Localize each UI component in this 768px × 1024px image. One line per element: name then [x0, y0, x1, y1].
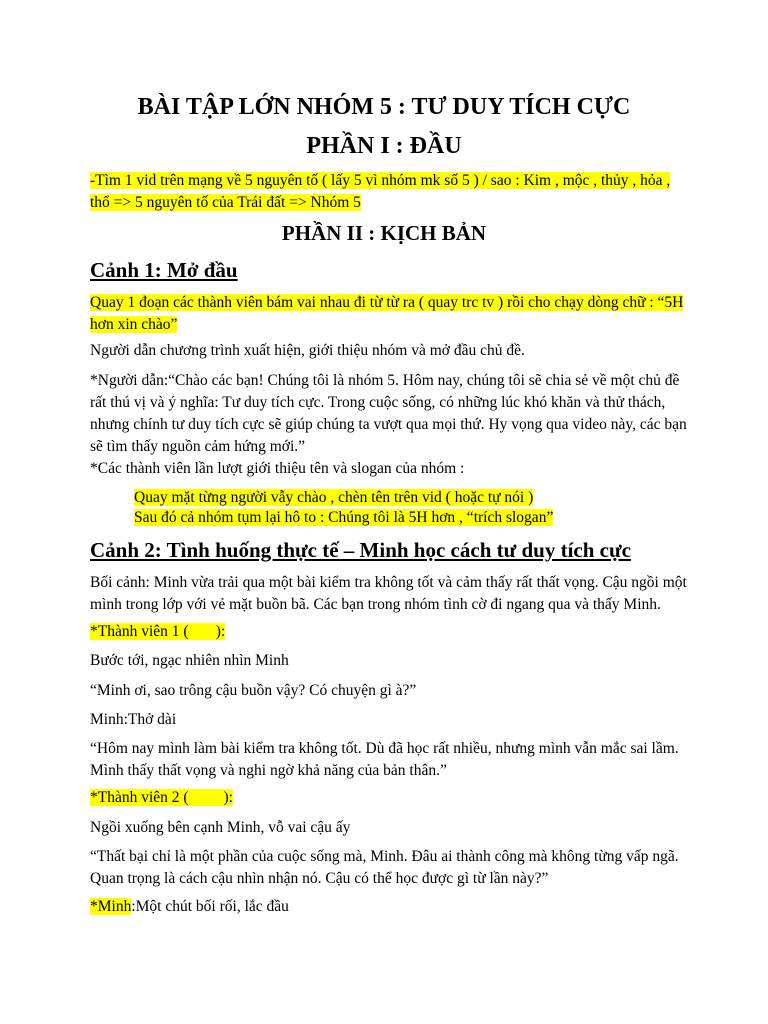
scene1-intro: Người dẫn chương trình xuất hiện, giới thiệu nhóm và mở đầu chủ đề. [90, 342, 525, 359]
scene2-member2-quote: “Thất bại chỉ là một phần của cuộc sống mà, Minh. Đâu ai thành công mà không từng vấp ngã. Quan trọng là cách cậu nhìn nhận nó. Cậu có thể học được gì từ lần này?” [90, 848, 679, 887]
minh-label-text: *Minh [90, 898, 132, 915]
document-title: BÀI TẬP LỚN NHÓM 5 : TƯ DUY TÍCH CỰC [137, 94, 631, 120]
scene1-indent-1 [134, 487, 694, 509]
scene2-minh-action1: Minh:Thở dài [90, 711, 177, 728]
scene2-minh-line2 [90, 896, 690, 918]
scene1-note-text: Quay 1 đoạn các thành viên bám vai nhau đi từ từ ra ( quay trc tv ) rồi cho chạy dòng chữ : “5H hơn xin chào” [90, 294, 684, 333]
part1-note-text: -Tìm 1 vid trên mạng về 5 nguyên tố ( lấy 5 vì nhóm mk số 5 ) / sao : Kim , mộc , thủy , hỏa , thổ => 5 nguyên tố của Trái đất => Nhóm 5 [90, 172, 671, 211]
scene1-note [90, 292, 690, 336]
scene1-heading: Cảnh 1: Mở đầu [90, 258, 238, 282]
scene1-host-line: *Người dẫn:“Chào các bạn! Chúng tôi là nhóm 5. Hôm nay, chúng tôi sẽ chia sẻ về một chủ đề rất thú vị và ý nghĩa: Tư duy tích cực. Trong cuộc sống, có những lúc khó khăn và thử thách, nhưng chính tư duy tích cực sẽ giúp chúng ta vượt qua mọi thứ. Hy vọng qua video này, các bạn sẽ tìm thấy nguồn cảm hứng mới.” [90, 372, 687, 455]
scene2-heading: Cảnh 2: Tình huống thực tế – Minh học cách tư duy tích cực [90, 538, 631, 562]
part2-heading: PHẦN II : KỊCH BẢN [281, 221, 487, 245]
part1-note [90, 170, 690, 214]
scene2-member2-action: Ngồi xuống bên cạnh Minh, vỗ vai cậu ấy [90, 819, 351, 836]
scene1-members-line: *Các thành viên lần lượt giới thiệu tên và slogan của nhóm : [90, 460, 465, 477]
member2-label-text: *Thành viên 2 ( ): [90, 789, 233, 806]
scene2-member1-label [90, 621, 690, 643]
member1-label-text: *Thành viên 1 ( ): [90, 623, 226, 640]
scene2-member2-label [90, 787, 690, 809]
minh-action2-text: :Một chút bối rối, lắc đầu [131, 898, 289, 915]
scene1-indent-2-text: Sau đó cả nhóm tụm lại hô to : Chúng tôi là 5H hơn , “trích slogan” [134, 509, 554, 526]
scene1-indent-1-text: Quay mặt từng người vẫy chào , chèn tên trên vid ( hoặc tự nói ) [134, 489, 534, 506]
scene1-indent-2 [134, 507, 694, 529]
scene2-member1-action: Bước tới, ngạc nhiên nhìn Minh [90, 652, 289, 669]
scene2-context: Bối cảnh: Minh vừa trải qua một bài kiểm tra không tốt và cảm thấy rất thất vọng. Cậu ngồi một mình trong lớp với vẻ mặt buồn bã. Các bạn trong nhóm tình cờ đi ngang qua và thấy Minh. [90, 574, 687, 613]
scene2-member1-quote: “Minh ơi, sao trông cậu buồn vậy? Có chuyện gì à?” [90, 682, 417, 699]
scene2-minh-quote1: “Hôm nay mình làm bài kiểm tra không tốt. Dù đã học rất nhiều, nhưng mình vẫn mắc sai lầm. Mình thấy thất vọng và nghi ngờ khả năng của bản thân.” [90, 740, 679, 779]
part1-heading: PHẦN I : ĐẦU [306, 133, 462, 159]
